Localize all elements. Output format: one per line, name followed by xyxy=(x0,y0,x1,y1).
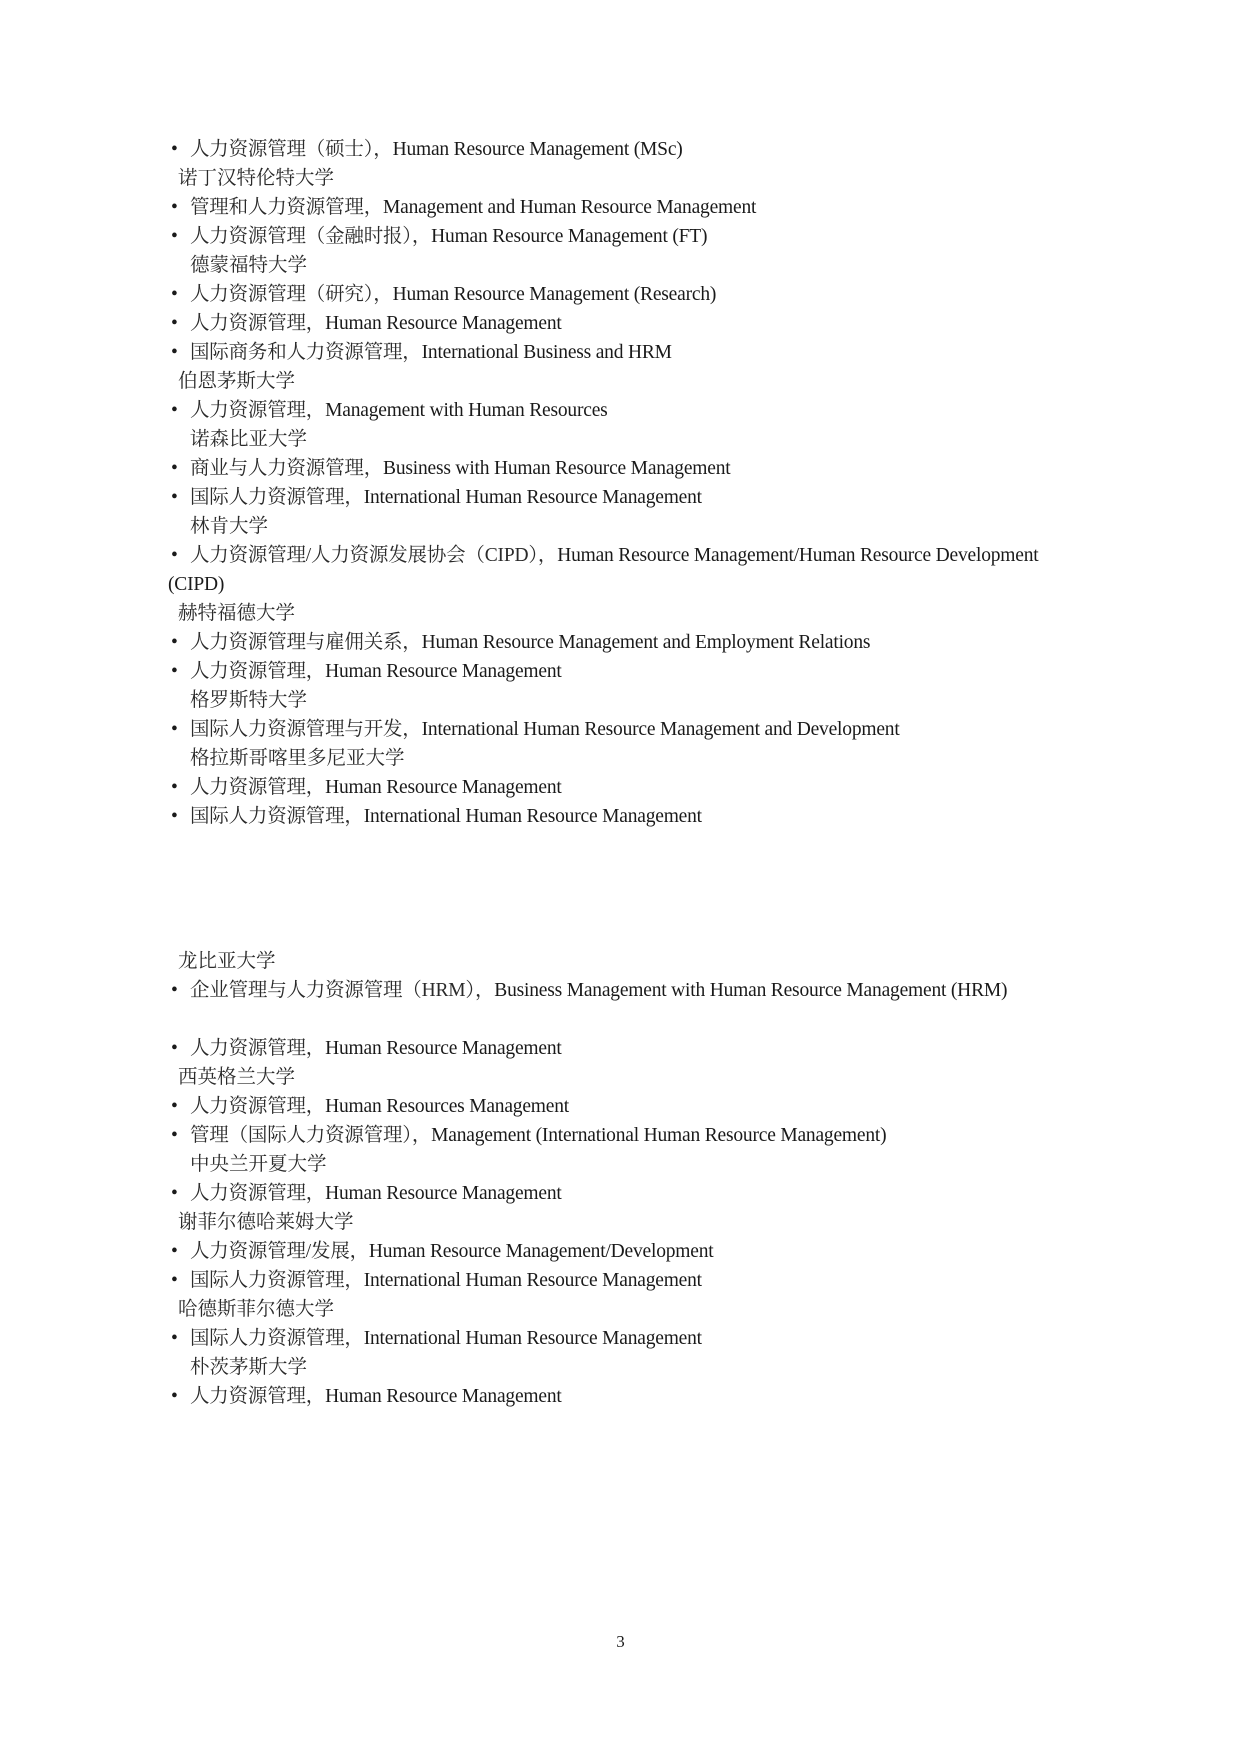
program-item xyxy=(168,657,562,686)
program-item xyxy=(168,222,707,251)
program-item xyxy=(168,280,716,309)
program-name-zh: 国际人力资源管理与开发， xyxy=(190,719,422,740)
university-name: 中央兰开夏大学 xyxy=(190,1154,327,1175)
bullet-icon: • xyxy=(171,632,178,653)
program-name-en: Human Resource Management/Human Resource Development (CIPD) xyxy=(168,545,1039,595)
program-name-en: Management with Human Resources xyxy=(325,400,608,421)
program-item xyxy=(168,1237,714,1266)
bullet-icon: • xyxy=(171,313,178,334)
university-name: 哈德斯菲尔德大学 xyxy=(178,1299,335,1320)
program-item xyxy=(168,976,1058,1005)
program-name-en: International Human Resource Management xyxy=(363,487,702,508)
program-name-zh: 国际人力资源管理， xyxy=(190,487,364,508)
program-name-en: International Human Resource Management xyxy=(363,1270,702,1291)
bullet-icon: • xyxy=(171,777,178,798)
program-item xyxy=(168,1092,569,1121)
bullet-icon: • xyxy=(171,1125,178,1146)
program-name-en: Human Resource Management xyxy=(325,1386,562,1407)
program-name-en: International Human Resource Management xyxy=(363,1328,702,1349)
program-item xyxy=(168,483,702,512)
university-name: 诺丁汉特伦特大学 xyxy=(178,168,335,189)
program-name-en: Human Resource Management xyxy=(325,661,562,682)
program-name-en: Human Resource Management (Research) xyxy=(392,284,717,305)
program-item xyxy=(168,1034,562,1063)
bullet-icon: • xyxy=(171,197,178,218)
bullet-icon: • xyxy=(171,1270,178,1291)
program-name-zh: 国际人力资源管理， xyxy=(190,1328,364,1349)
bullet-icon: • xyxy=(171,661,178,682)
program-name-zh: 人力资源管理， xyxy=(190,1183,326,1204)
program-item xyxy=(168,1324,702,1353)
university-name: 伯恩茅斯大学 xyxy=(178,371,296,392)
bullet-icon: • xyxy=(171,1183,178,1204)
university-name: 谢菲尔德哈莱姆大学 xyxy=(178,1212,354,1233)
page-number: 3 xyxy=(616,1632,625,1651)
university-name: 朴茨茅斯大学 xyxy=(190,1357,308,1378)
program-item xyxy=(168,628,870,657)
program-name-en: Human Resource Management/Development xyxy=(368,1241,714,1262)
program-name-zh: 人力资源管理， xyxy=(190,1096,326,1117)
university-name: 德蒙福特大学 xyxy=(190,255,308,276)
program-name-zh: 管理（国际人力资源管理）， xyxy=(190,1125,432,1146)
program-name-zh: 管理和人力资源管理， xyxy=(190,197,384,218)
program-item xyxy=(168,802,702,831)
program-name-en: Human Resource Management (FT) xyxy=(431,226,708,247)
program-name-zh: 企业管理与人力资源管理（HRM）， xyxy=(190,980,495,1001)
program-name-en: Human Resource Management xyxy=(325,1183,562,1204)
bullet-icon: • xyxy=(171,1386,178,1407)
bullet-icon: • xyxy=(171,139,178,160)
program-name-zh: 人力资源管理/人力资源发展协会（CIPD）， xyxy=(190,545,558,566)
bullet-icon: • xyxy=(171,1241,178,1262)
program-name-en: Business with Human Resource Management xyxy=(383,458,731,479)
program-name-zh: 人力资源管理， xyxy=(190,661,326,682)
bullet-icon: • xyxy=(171,1096,178,1117)
bullet-icon: • xyxy=(171,400,178,421)
university-name: 赫特福德大学 xyxy=(178,603,296,624)
program-name-en: Human Resource Management xyxy=(325,777,562,798)
bullet-icon: • xyxy=(171,1328,178,1349)
program-item xyxy=(168,193,756,222)
program-item xyxy=(168,1382,562,1411)
university-name: 格罗斯特大学 xyxy=(190,690,308,711)
university-name: 格拉斯哥喀里多尼亚大学 xyxy=(190,748,405,769)
program-name-en: Human Resources Management xyxy=(325,1096,570,1117)
bullet-icon: • xyxy=(171,487,178,508)
program-item xyxy=(168,309,562,338)
bullet-icon: • xyxy=(171,226,178,247)
program-name-zh: 国际人力资源管理， xyxy=(190,806,364,827)
bullet-icon: • xyxy=(171,980,178,1001)
program-name-zh: 商业与人力资源管理， xyxy=(190,458,384,479)
program-name-zh: 人力资源管理（金融时报）， xyxy=(190,226,432,247)
program-name-zh: 人力资源管理（研究）， xyxy=(190,284,393,305)
university-name: 诺森比亚大学 xyxy=(190,429,308,450)
bullet-icon: • xyxy=(171,719,178,740)
program-item xyxy=(168,338,672,367)
university-name: 龙比亚大学 xyxy=(178,951,276,972)
program-name-en: Human Resource Management and Employment Relations xyxy=(421,632,871,653)
program-item xyxy=(168,1121,886,1150)
program-item xyxy=(168,541,1058,599)
program-name-zh: 人力资源管理， xyxy=(190,313,326,334)
program-name-en: Human Resource Management (MSc) xyxy=(392,139,683,160)
program-item xyxy=(168,1266,702,1295)
program-name-en: Human Resource Management xyxy=(325,313,562,334)
program-item xyxy=(168,773,562,802)
program-item xyxy=(168,135,683,164)
program-name-zh: 人力资源管理， xyxy=(190,1386,326,1407)
program-name-en: International Human Resource Management and Development xyxy=(421,719,900,740)
bullet-icon: • xyxy=(171,545,178,566)
program-item xyxy=(168,396,608,425)
program-item xyxy=(168,454,730,483)
program-name-en: Business Management with Human Resource Management (HRM) xyxy=(494,980,1008,1001)
program-name-en: Management (International Human Resource Management) xyxy=(431,1125,887,1146)
program-name-zh: 人力资源管理与雇佣关系， xyxy=(190,632,422,653)
bullet-icon: • xyxy=(171,806,178,827)
program-name-zh: 国际人力资源管理， xyxy=(190,1270,364,1291)
program-name-zh: 人力资源管理， xyxy=(190,777,326,798)
program-item xyxy=(168,715,900,744)
program-name-zh: 人力资源管理（硕士）， xyxy=(190,139,393,160)
bullet-icon: • xyxy=(171,1038,178,1059)
bullet-icon: • xyxy=(171,284,178,305)
bullet-icon: • xyxy=(171,342,178,363)
program-item xyxy=(168,1179,562,1208)
program-name-en: International Business and HRM xyxy=(421,342,672,363)
program-name-zh: 人力资源管理/发展， xyxy=(190,1241,369,1262)
program-name-en: Human Resource Management xyxy=(325,1038,562,1059)
bullet-icon: • xyxy=(171,458,178,479)
university-name: 林肯大学 xyxy=(190,516,269,537)
program-name-en: Management and Human Resource Management xyxy=(383,197,757,218)
program-name-zh: 人力资源管理， xyxy=(190,400,326,421)
program-name-zh: 人力资源管理， xyxy=(190,1038,326,1059)
university-name: 西英格兰大学 xyxy=(178,1067,296,1088)
program-name-zh: 国际商务和人力资源管理， xyxy=(190,342,422,363)
program-name-en: International Human Resource Management xyxy=(363,806,702,827)
